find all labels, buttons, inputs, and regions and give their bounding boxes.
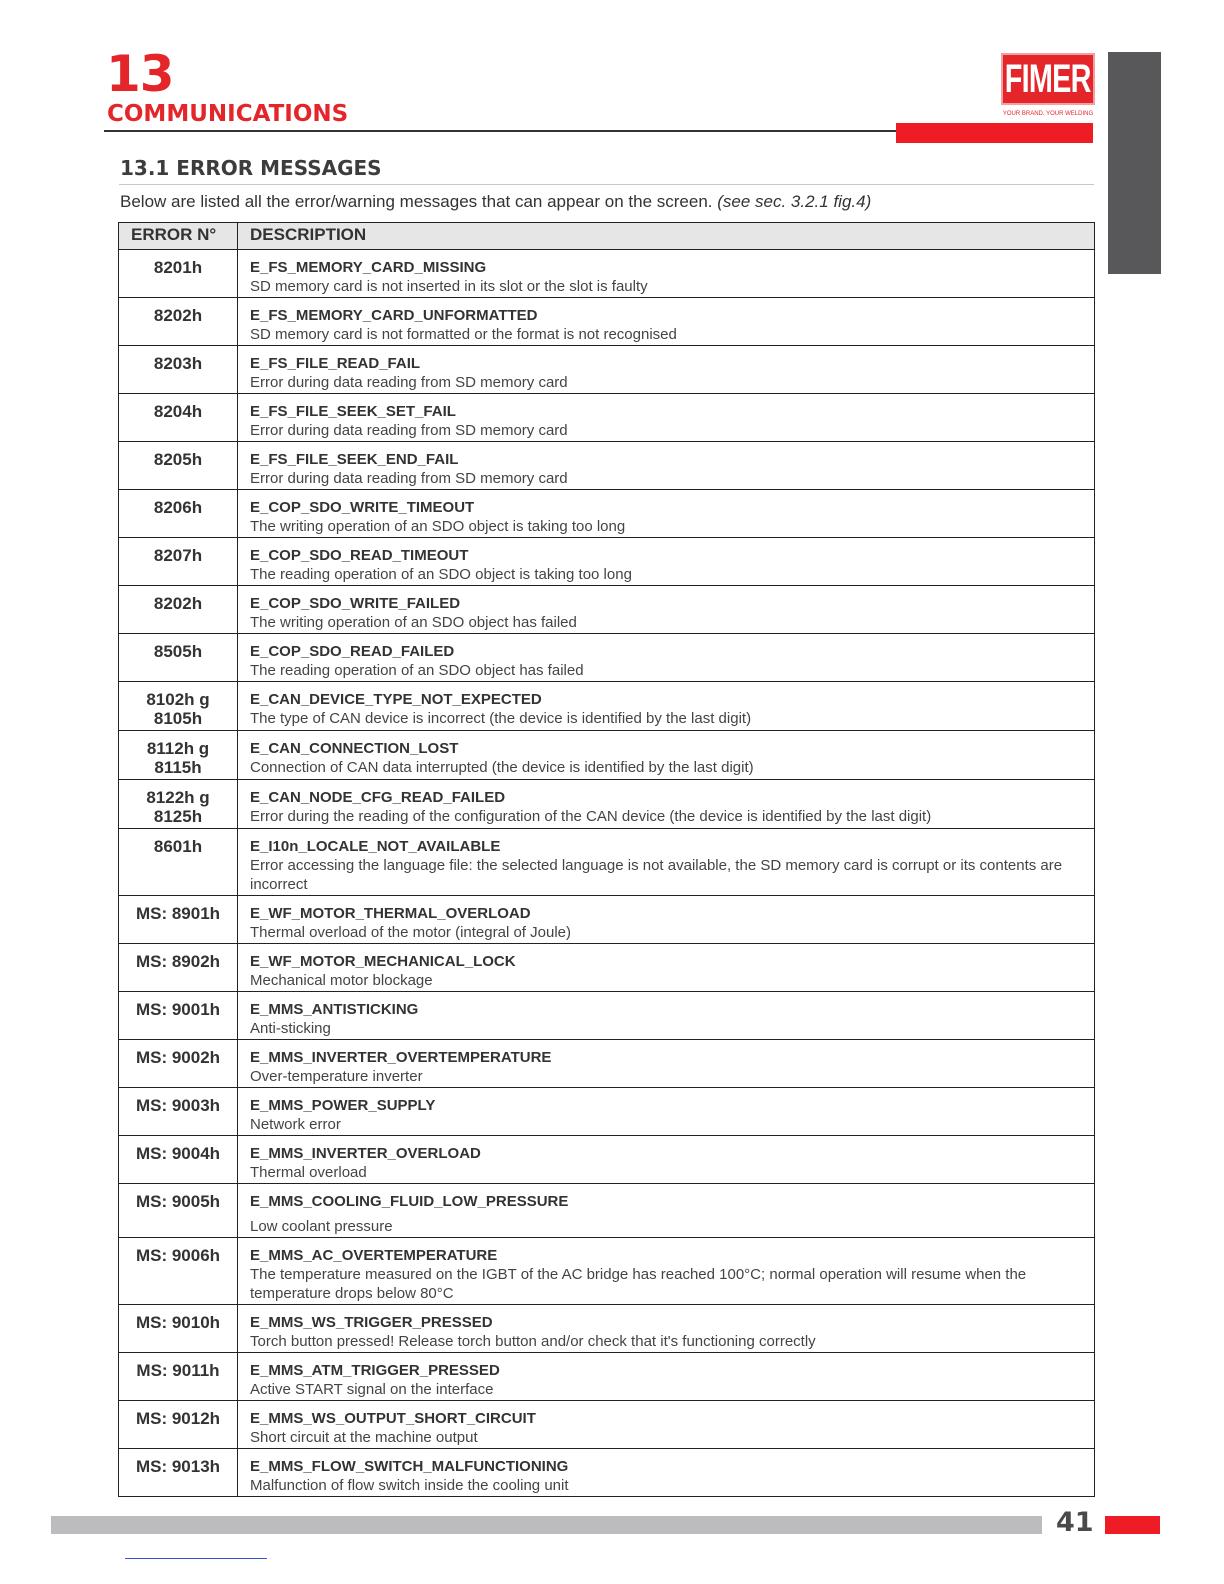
table-row — [119, 780, 1095, 829]
footer-red-block — [1105, 1516, 1160, 1534]
error-description: Error during data reading from SD memory card — [250, 374, 568, 391]
error-code: 8202h — [153, 306, 203, 325]
error-code: 8102h g — [146, 690, 210, 709]
error-code-cell — [119, 346, 238, 394]
error-code: MS: 9004h — [135, 1144, 221, 1163]
table-row — [119, 1040, 1095, 1088]
error-name: E_MMS_AC_OVERTEMPERATURE — [250, 1247, 498, 1264]
error-code-cell — [119, 731, 238, 780]
error-description: Error during data reading from SD memory card — [250, 422, 568, 439]
error-description-cell — [238, 1305, 1095, 1353]
error-code: MS: 9010h — [135, 1313, 221, 1332]
error-description: Error during data reading from SD memory card — [250, 470, 568, 487]
column-header-code: ERROR N° — [119, 223, 238, 250]
error-code: 8205h — [153, 450, 203, 469]
error-table-header — [119, 223, 1095, 250]
error-description-cell — [238, 1184, 1095, 1238]
error-code-cell — [119, 250, 238, 298]
error-description: The reading operation of an SDO object is taking too long — [250, 566, 632, 583]
error-name: E_COP_SDO_READ_FAILED — [250, 643, 455, 660]
error-description: Thermal overload of the motor (integral of Joule) — [250, 924, 571, 941]
error-table — [118, 222, 1095, 1497]
error-description: Error accessing the language file: the selected language is not available, the SD memory card is corrupt or its contents are incorrect — [250, 857, 1063, 893]
error-code: MS: 8902h — [135, 952, 221, 971]
error-description: Active START signal on the interface — [250, 1381, 494, 1398]
error-code: 8207h — [153, 546, 203, 565]
error-description-cell — [238, 250, 1095, 298]
page-number: 41 — [1056, 1507, 1094, 1538]
footer-link-underline — [125, 1558, 267, 1559]
error-name: E_MMS_COOLING_FLUID_LOW_PRESSURE — [250, 1193, 569, 1210]
error-name: E_CAN_NODE_CFG_READ_FAILED — [250, 789, 506, 806]
error-description: Connection of CAN data interrupted (the device is identified by the last digit) — [250, 759, 754, 776]
intro-text: Below are listed all the error/warning messages that can appear on the screen. — [120, 192, 713, 211]
error-code-cell — [119, 682, 238, 731]
error-description-cell — [238, 298, 1095, 346]
error-code: 8206h — [153, 498, 203, 517]
error-description-cell — [238, 682, 1095, 731]
header-red-bar — [896, 123, 1093, 143]
error-description-cell — [238, 731, 1095, 780]
error-code-cell — [119, 1040, 238, 1088]
table-row — [119, 298, 1095, 346]
error-description: Network error — [250, 1116, 341, 1133]
error-name: E_I10n_LOCALE_NOT_AVAILABLE — [250, 838, 501, 855]
error-code-cell — [119, 634, 238, 682]
error-description-cell — [238, 442, 1095, 490]
chapter-number: 13 — [106, 45, 174, 103]
error-code-cell — [119, 1353, 238, 1401]
error-description-cell — [238, 829, 1095, 896]
error-name: E_CAN_DEVICE_TYPE_NOT_EXPECTED — [250, 691, 542, 708]
table-row — [119, 442, 1095, 490]
error-code-range-end: 8125h — [153, 807, 203, 826]
error-description: Thermal overload — [250, 1164, 367, 1181]
error-code-cell — [119, 1238, 238, 1305]
error-name: E_MMS_ATM_TRIGGER_PRESSED — [250, 1362, 500, 1379]
table-row — [119, 1238, 1095, 1305]
error-name: E_FS_MEMORY_CARD_MISSING — [250, 259, 487, 276]
table-row — [119, 538, 1095, 586]
error-name: E_FS_MEMORY_CARD_UNFORMATTED — [250, 307, 538, 324]
error-description: SD memory card is not inserted in its slot or the slot is faulty — [250, 278, 648, 295]
error-name: E_MMS_INVERTER_OVERTEMPERATURE — [250, 1049, 552, 1066]
intro-paragraph — [120, 190, 1094, 214]
error-code-cell — [119, 586, 238, 634]
table-row — [119, 1449, 1095, 1497]
error-description-cell — [238, 346, 1095, 394]
table-row — [119, 682, 1095, 731]
error-name: E_FS_FILE_SEEK_SET_FAIL — [250, 403, 456, 420]
error-code: 8203h — [153, 354, 203, 373]
error-code-cell — [119, 298, 238, 346]
error-name: E_MMS_WS_TRIGGER_PRESSED — [250, 1314, 493, 1331]
error-description: The writing operation of an SDO object has failed — [250, 614, 577, 631]
error-description-cell — [238, 1040, 1095, 1088]
error-code: MS: 9006h — [135, 1246, 221, 1265]
error-description-cell — [238, 490, 1095, 538]
table-row — [119, 1305, 1095, 1353]
table-row — [119, 1184, 1095, 1238]
error-code-cell — [119, 829, 238, 896]
error-code-cell — [119, 538, 238, 586]
error-description-cell — [238, 780, 1095, 829]
error-code-cell — [119, 1184, 238, 1238]
error-description-cell — [238, 586, 1095, 634]
error-name: E_MMS_FLOW_SWITCH_MALFUNCTIONING — [250, 1458, 569, 1475]
error-code: MS: 8901h — [135, 904, 221, 923]
error-code: MS: 9011h — [136, 1361, 220, 1380]
table-row — [119, 346, 1095, 394]
error-code: MS: 9003h — [135, 1096, 221, 1115]
error-description-cell — [238, 1238, 1095, 1305]
brand-logo-word: FIMER — [1005, 57, 1091, 101]
error-description-cell — [238, 896, 1095, 944]
error-description: The type of CAN device is incorrect (the device is identified by the last digit) — [250, 710, 752, 727]
error-code: MS: 9005h — [135, 1192, 221, 1211]
table-row — [119, 250, 1095, 298]
error-code-cell — [119, 992, 238, 1040]
table-row — [119, 1088, 1095, 1136]
table-row — [119, 634, 1095, 682]
table-row — [119, 829, 1095, 896]
error-description-cell — [238, 992, 1095, 1040]
table-row — [119, 896, 1095, 944]
table-row — [119, 992, 1095, 1040]
error-code: 8201h — [153, 258, 203, 277]
error-description: Malfunction of flow switch inside the cooling unit — [250, 1477, 569, 1494]
error-description-cell — [238, 944, 1095, 992]
error-description-cell — [238, 634, 1095, 682]
error-description: Over-temperature inverter — [250, 1068, 423, 1085]
error-description: Torch button pressed! Release torch button and/or check that it's functioning correctly — [250, 1333, 816, 1350]
error-description-cell — [238, 1449, 1095, 1497]
error-code: MS: 9001h — [135, 1000, 221, 1019]
error-description-cell — [238, 538, 1095, 586]
error-description: The reading operation of an SDO object has failed — [250, 662, 584, 679]
error-description-cell — [238, 1088, 1095, 1136]
error-code-cell — [119, 780, 238, 829]
error-code-cell — [119, 442, 238, 490]
table-row — [119, 490, 1095, 538]
error-code-cell — [119, 1401, 238, 1449]
error-code: 8204h — [153, 402, 203, 421]
error-description: The writing operation of an SDO object is taking too long — [250, 518, 626, 535]
error-code-cell — [119, 1088, 238, 1136]
error-code: MS: 9013h — [135, 1457, 221, 1476]
error-description: Low coolant pressure — [250, 1218, 393, 1235]
column-header-description: DESCRIPTION — [238, 223, 1095, 250]
error-name: E_COP_SDO_READ_TIMEOUT — [250, 547, 469, 564]
error-description: The temperature measured on the IGBT of the AC bridge has reached 100°C; normal operation will resume when the temperature drops below 80°C — [250, 1266, 1027, 1302]
table-row — [119, 731, 1095, 780]
error-name: E_WF_MOTOR_MECHANICAL_LOCK — [250, 953, 516, 970]
footer-bar — [51, 1516, 1042, 1534]
table-row — [119, 944, 1095, 992]
error-code: 8112h g — [146, 739, 210, 758]
error-description: Error during the reading of the configuration of the CAN device (the device is identified by the last digit) — [250, 808, 932, 825]
error-description: Short circuit at the machine output — [250, 1429, 478, 1446]
table-row — [119, 1353, 1095, 1401]
error-code-range-end: 8105h — [153, 709, 203, 728]
error-name: E_MMS_WS_OUTPUT_SHORT_CIRCUIT — [250, 1410, 536, 1427]
error-description: Mechanical motor blockage — [250, 972, 433, 989]
error-code: 8601h — [153, 837, 203, 856]
error-name: E_FS_FILE_READ_FAIL — [250, 355, 421, 372]
section-title: 13.1 ERROR MESSAGES — [120, 156, 382, 180]
error-code: 8505h — [153, 642, 203, 661]
error-description-cell — [238, 394, 1095, 442]
error-name: E_CAN_CONNECTION_LOST — [250, 740, 459, 757]
error-code: MS: 9002h — [135, 1048, 221, 1067]
error-code-cell — [119, 1449, 238, 1497]
error-name: E_COP_SDO_WRITE_FAILED — [250, 595, 461, 612]
error-code-cell — [119, 1305, 238, 1353]
error-name: E_FS_FILE_SEEK_END_FAIL — [250, 451, 459, 468]
error-name: E_MMS_POWER_SUPPLY — [250, 1097, 436, 1114]
error-description: SD memory card is not formatted or the format is not recognised — [250, 326, 677, 343]
chapter-side-tab — [1108, 52, 1161, 274]
table-row — [119, 1136, 1095, 1184]
error-description-cell — [238, 1353, 1095, 1401]
error-name: E_COP_SDO_WRITE_TIMEOUT — [250, 499, 475, 516]
error-code-cell — [119, 896, 238, 944]
error-description-cell — [238, 1401, 1095, 1449]
table-row — [119, 586, 1095, 634]
error-name: E_MMS_INVERTER_OVERLOAD — [250, 1145, 481, 1162]
intro-reference: (see sec. 3.2.1 fig.4) — [717, 192, 872, 211]
error-description-cell — [238, 1136, 1095, 1184]
error-name: E_WF_MOTOR_THERMAL_OVERLOAD — [250, 905, 531, 922]
error-table-body — [119, 250, 1095, 1497]
error-description: Anti-sticking — [250, 1020, 331, 1037]
error-name: E_MMS_ANTISTICKING — [250, 1001, 419, 1018]
brand-tagline: YOUR BRAND. YOUR WELDING — [1002, 111, 1094, 117]
error-code-range-end: 8115h — [154, 758, 202, 777]
error-code-cell — [119, 490, 238, 538]
chapter-title: COMMUNICATIONS — [107, 101, 349, 127]
section-rule — [119, 184, 1094, 185]
table-row — [119, 394, 1095, 442]
table-row — [119, 1401, 1095, 1449]
header-rule — [104, 130, 896, 132]
error-code: MS: 9012h — [135, 1409, 221, 1428]
error-code-cell — [119, 944, 238, 992]
error-code: 8202h — [153, 594, 203, 613]
brand-logo — [1001, 53, 1095, 105]
error-code-cell — [119, 394, 238, 442]
error-code: 8122h g — [146, 788, 210, 807]
error-code-cell — [119, 1136, 238, 1184]
